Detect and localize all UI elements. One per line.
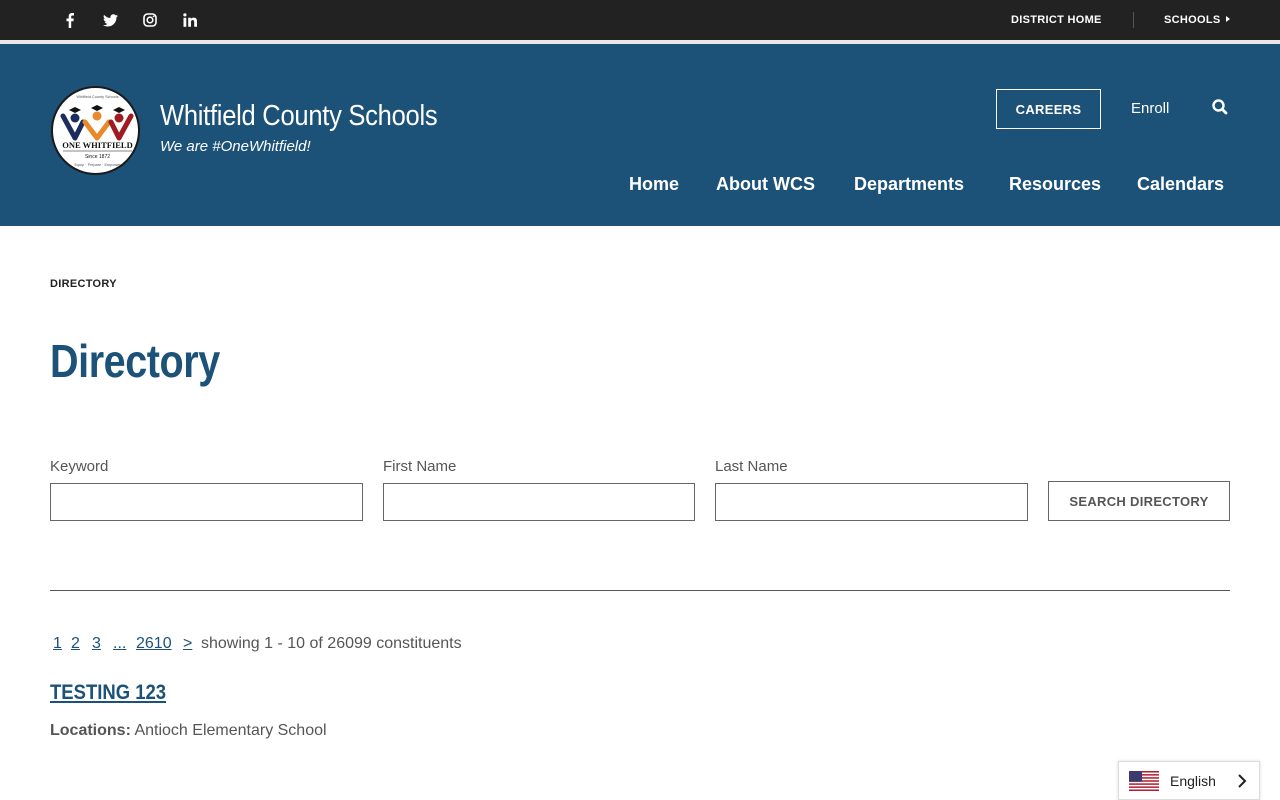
result-locations xyxy=(50,722,327,740)
twitter-icon[interactable] xyxy=(95,0,125,40)
top-link-divider xyxy=(1133,12,1134,28)
keyword-input[interactable] xyxy=(50,483,363,521)
pager-ellipsis[interactable]: ... xyxy=(113,635,127,652)
language-selector[interactable] xyxy=(1118,761,1260,800)
site-header xyxy=(0,44,1280,226)
pager-page-1[interactable]: 1 xyxy=(53,635,62,652)
search-directory-button[interactable]: SEARCH DIRECTORY xyxy=(1048,481,1230,521)
keyword-label: Keyword xyxy=(50,458,109,475)
logo-arc-text: Whitfield County Schools xyxy=(76,95,119,99)
chevron-right-icon xyxy=(1237,774,1247,788)
search-icon[interactable] xyxy=(1211,98,1229,116)
result-name-link[interactable]: TESTING 123 xyxy=(50,681,167,704)
district-home-link[interactable]: DISTRICT HOME xyxy=(1011,14,1102,26)
pager-summary: showing 1 - 10 of 26099 constituents xyxy=(201,635,462,652)
site-title[interactable]: Whitfield County Schools xyxy=(160,100,438,132)
logo-since: Since 1872 xyxy=(84,154,111,160)
pager-page-2[interactable]: 2 xyxy=(71,635,80,652)
pager-page-last[interactable]: 2610 xyxy=(136,635,172,652)
first-name-label: First Name xyxy=(383,458,457,475)
enroll-link[interactable]: Enroll xyxy=(1131,100,1170,117)
instagram-icon[interactable] xyxy=(135,0,165,40)
pager-next[interactable]: > xyxy=(183,635,193,652)
pager-page-3[interactable]: 3 xyxy=(92,635,101,652)
language-label: English xyxy=(1170,773,1216,789)
last-name-label: Last Name xyxy=(715,458,788,475)
nav-home[interactable]: Home xyxy=(629,174,680,194)
schools-dropdown[interactable] xyxy=(1164,0,1230,40)
nav-calendars[interactable]: Calendars xyxy=(1137,174,1225,194)
us-flag-icon xyxy=(1129,771,1159,791)
last-name-input[interactable] xyxy=(715,483,1028,521)
result-locations-label: Locations: xyxy=(50,722,131,739)
schools-label: SCHOOLS xyxy=(1164,14,1221,26)
linkedin-icon[interactable] xyxy=(175,0,205,40)
logo-wordmark: ONE WHITFIELD xyxy=(62,140,133,150)
careers-button[interactable]: CAREERS xyxy=(996,89,1101,129)
nav-resources[interactable]: Resources xyxy=(1009,174,1102,194)
logo-motto: Equip · Prepare · Empower xyxy=(74,163,121,167)
first-name-input[interactable] xyxy=(383,483,695,521)
facebook-icon[interactable] xyxy=(55,0,85,40)
site-tagline: We are #OneWhitfield! xyxy=(160,138,311,155)
breadcrumb: DIRECTORY xyxy=(50,278,117,290)
caret-right-icon xyxy=(1226,16,1230,22)
page-title: Directory xyxy=(50,335,220,387)
nav-about-wcs[interactable]: About WCS xyxy=(716,174,815,194)
district-logo[interactable] xyxy=(51,86,140,175)
nav-departments[interactable]: Departments xyxy=(854,174,965,194)
result-locations-value: Antioch Elementary School xyxy=(134,722,327,739)
results-divider xyxy=(50,590,1230,591)
